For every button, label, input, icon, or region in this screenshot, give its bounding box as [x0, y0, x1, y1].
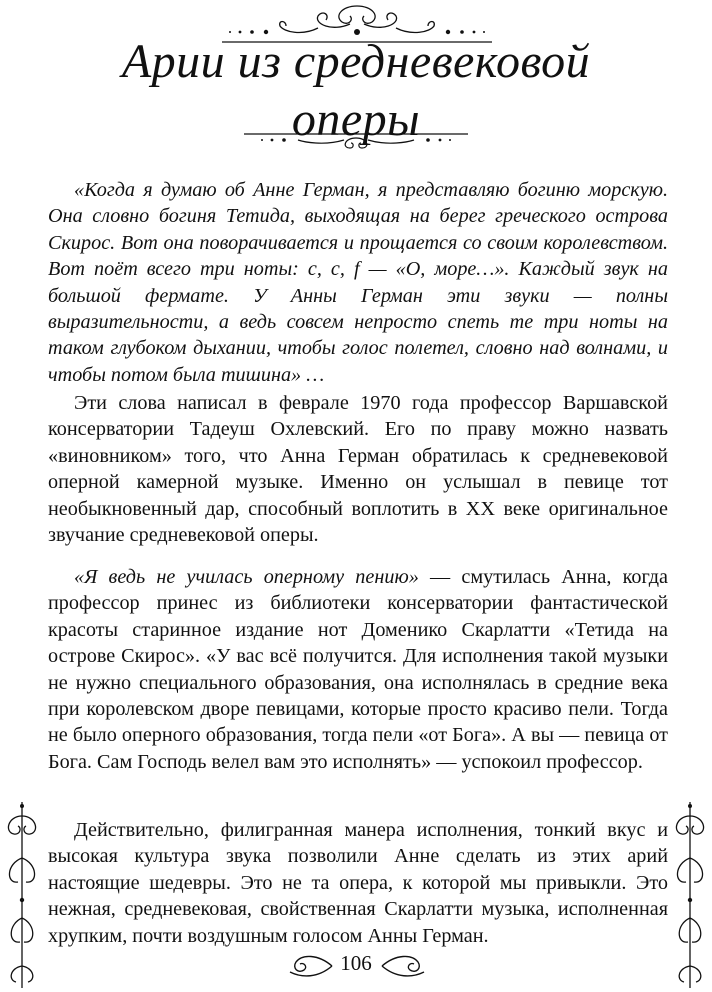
page-title-line1: Арии из средневековой [121, 35, 591, 88]
body-paragraph-3: Действительно, филигранная манера исполнения, тонкий вкус и высокая культура звука позволили Анне сделать из этих арий настоящие шедевры. Это не та опера, к которой мы привыкли. Это нежная, средневековая, свойственная Скарлатти музыка, исполненная хрупким, почти воздушным голосом Анны Герман. [48, 819, 668, 947]
body-paragraph-2 [48, 564, 668, 775]
body-paragraph-1: Эти слова написал в феврале 1970 года профессор Варшавской консерватории Тадеуш Охлевский. Его по праву можно назвать «виновником» того, что Анна Герман обратилась к средневековой оперной камерной музыке. Именно он услышал в певице тот необыкновенный дар, способный воплотить в XX веке оригинальное звучание средневековой оперы. [48, 392, 668, 547]
quote-paragraph: «Когда я думаю об Анне Герман, я представляю богиню морскую. Она словно богиня Тетида, выходящая на берег греческого острова Скирос. Вот она поворачивается и прощается со своим королевством. Вот поёт всего три ноты: с, с, f — «О, море…». Каждый звук на большой фермате. У Анны Герман эти звуки — полны выразительности, а ведь совсем непросто спеть те три ноты на таком глубоком дыхании, чтобы голос полетел, словно над волнами, и чтобы потом была тишина» … [48, 179, 668, 386]
quote-inline: «Я ведь не училась оперному пению» [74, 566, 419, 588]
paragraph-text: — смутилась Анна, когда профессор принес из библиотеки консерватории фантастической красоты старинное издание нот Доменико Скарлатти «Тетида на острове Скирос». «У вас всё получится. Для исполнения такой музыки не нужно специального образования, она исполнялась в средние века при королевском дворе певицами, которые просто красиво пели. Тогда не было оперного образования, тогда пели «от Бога». А вы — певица от Бога. Сам Господь велел вам это исполнять» — успокоил профессор. [48, 566, 668, 773]
page-title-line2: оперы [291, 93, 421, 146]
footer-flourish-right [380, 952, 432, 980]
title-divider [244, 128, 468, 154]
page-number: 106 [340, 951, 372, 975]
